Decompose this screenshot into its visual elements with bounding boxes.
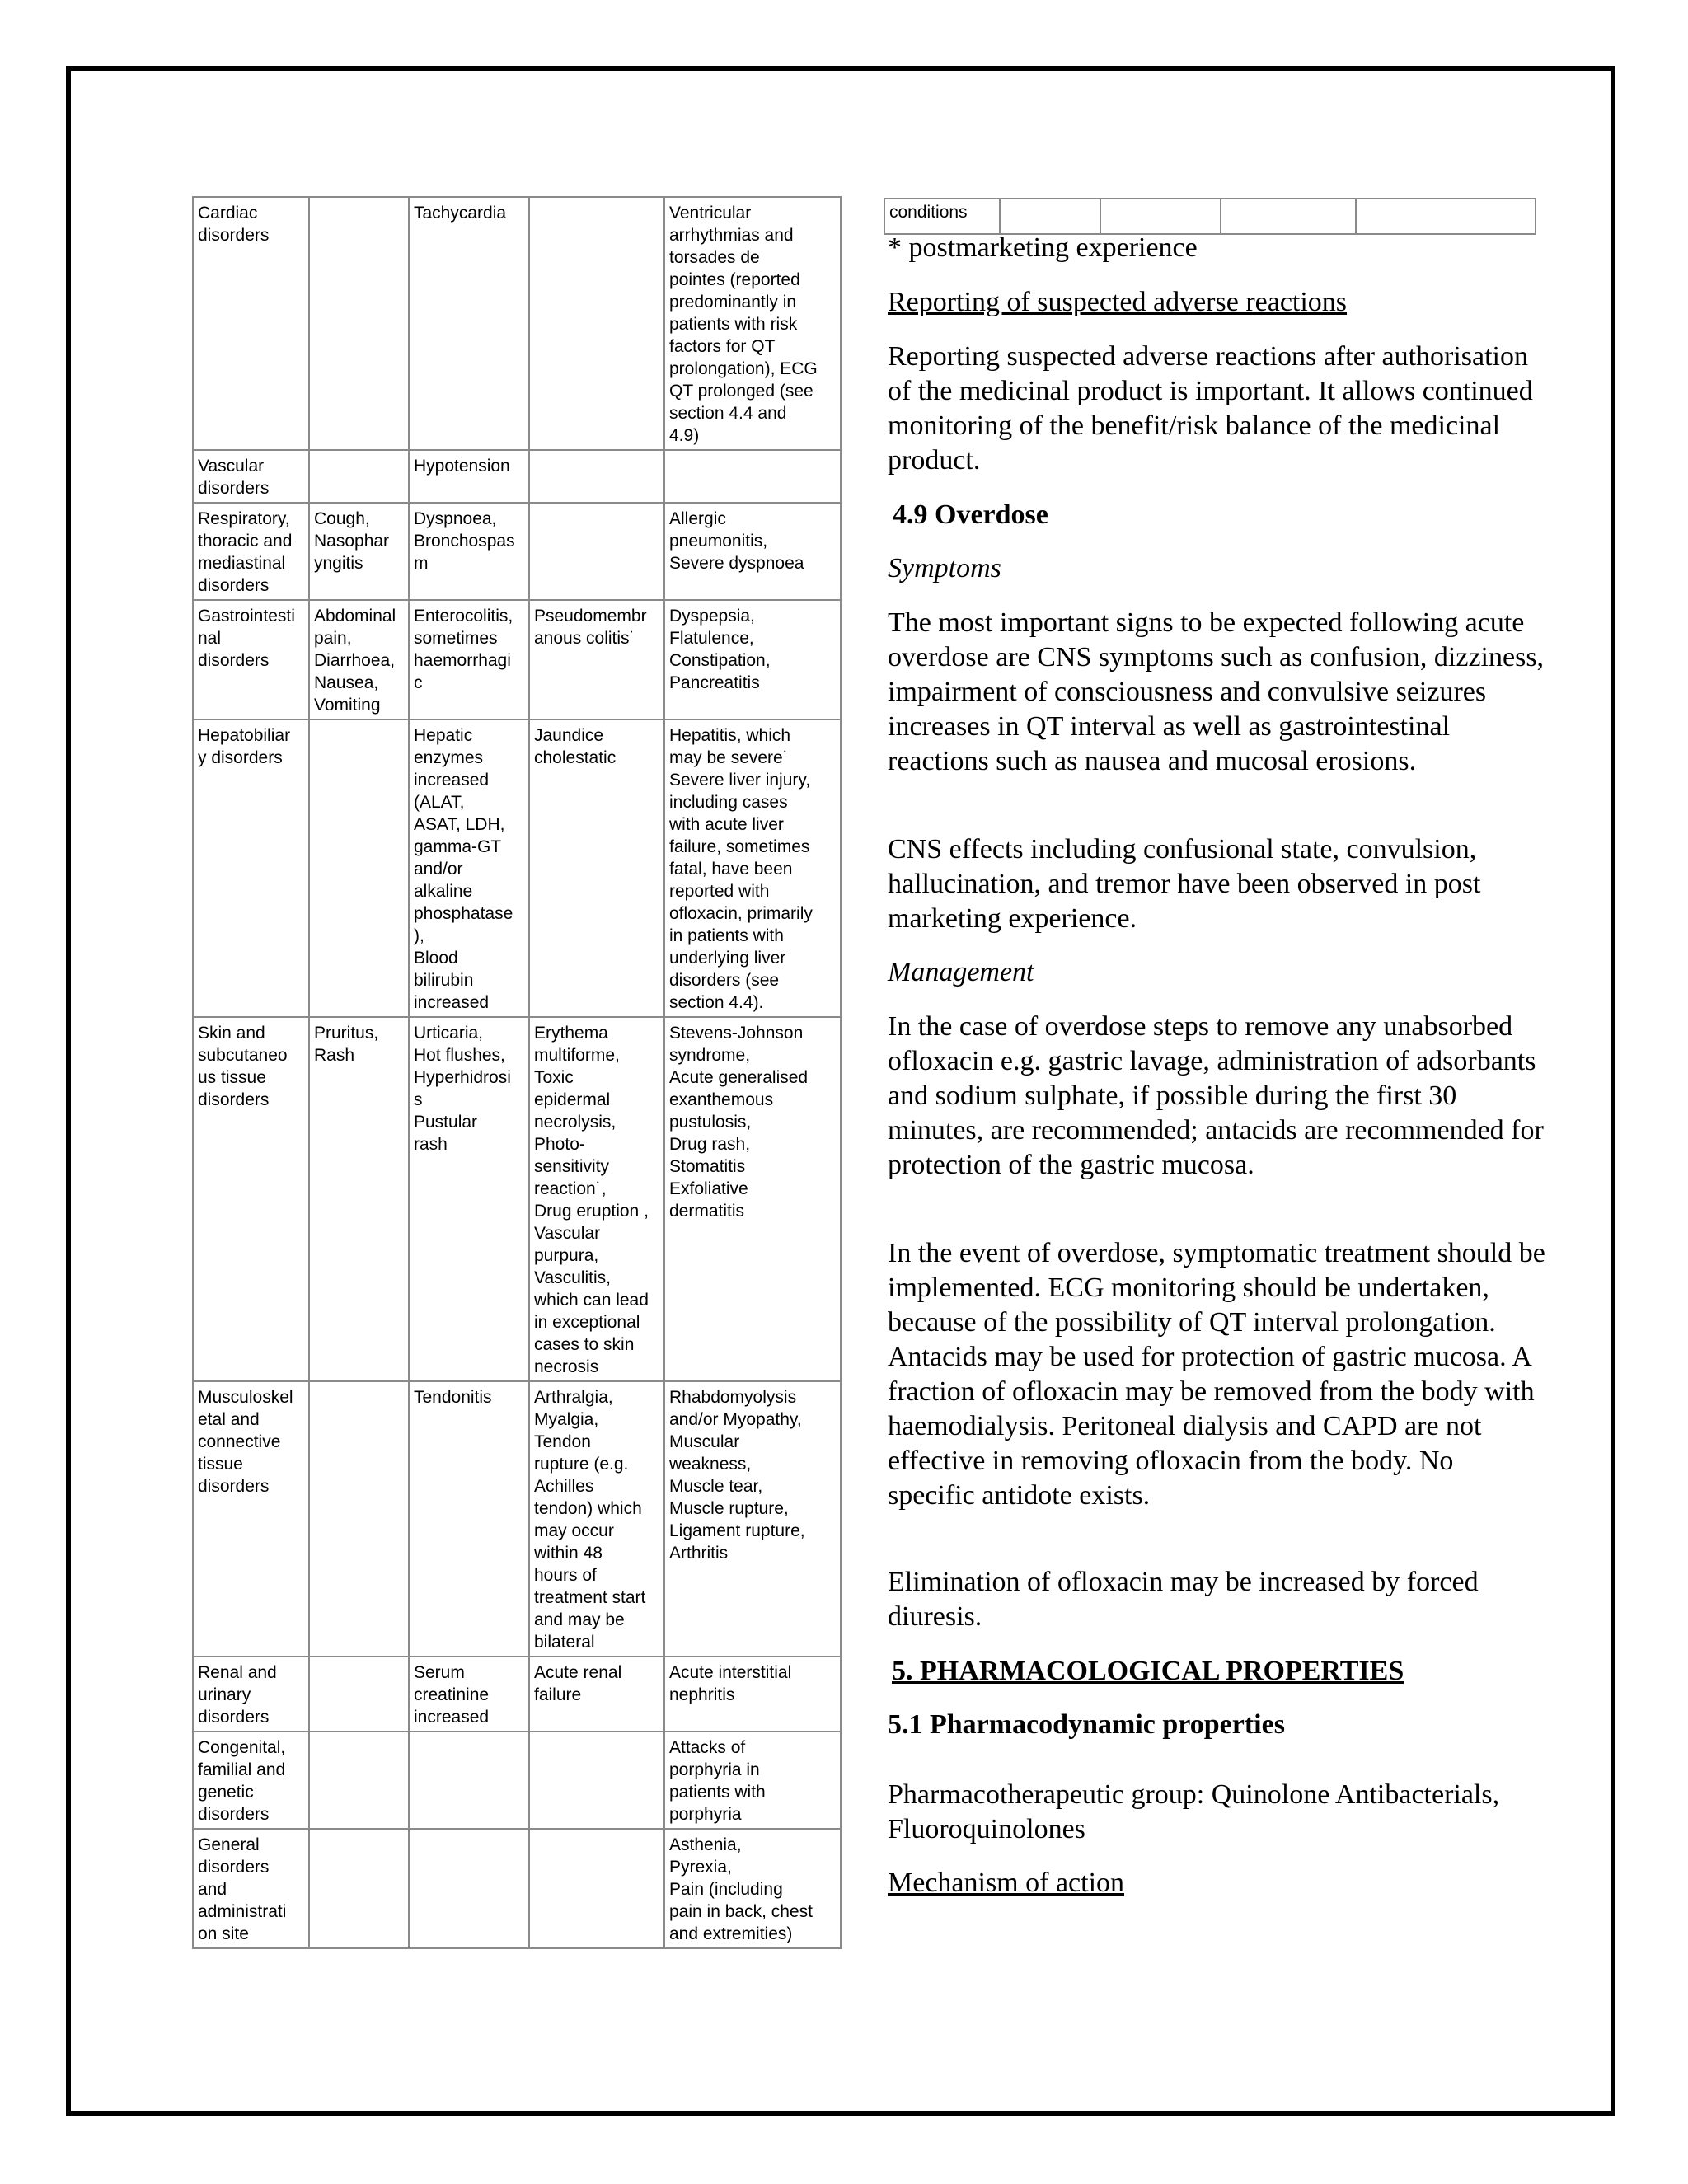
- section-5-heading: 5. PHARMACOLOGICAL PROPERTIES: [892, 1656, 1404, 1686]
- table-cell: Abdominal pain, Diarrhoea, Nausea, Vomiting: [309, 600, 409, 719]
- table-cell: Attacks of porphyria in patients with porphyria: [664, 1732, 841, 1829]
- table-cell: [309, 1732, 409, 1829]
- table-cell: Hepatitis, which may be severe˙ Severe liver injury, including cases with acute liver failure, sometimes fatal, have been reported with ofloxacin, primarily in patients with underlying liver disorders (see section 4.4).: [664, 719, 841, 1017]
- table-cell: Dyspnoea, Bronchospas m: [409, 503, 529, 600]
- adverse-reactions-table: [192, 196, 842, 1949]
- symptoms-paragraph-1: The most important signs to be expected following acute overdose are CNS symptoms such as confusion, dizziness, impairment of consciousness and convulsive seizures increases in QT interval as well as gastrointestinal reactions such as nausea and mucosal erosions.: [888, 607, 1545, 776]
- table-cell: Tendonitis: [409, 1381, 529, 1657]
- table-cell: [1221, 199, 1356, 234]
- table-row: [193, 503, 841, 600]
- table-row: [193, 1657, 841, 1732]
- overdose-heading: 4.9 Overdose: [893, 499, 1048, 530]
- table-cell: Hypotension: [409, 450, 529, 503]
- table-cell: conditions: [884, 199, 1000, 234]
- management-paragraph-1: In the case of overdose steps to remove any unabsorbed ofloxacin e.g. gastric lavage, administration of adsorbants and sodium sulphate, if possible during the first 30 minutes, are recommended; antacids are recommended for protection of the gastric mucosa.: [888, 1011, 1544, 1180]
- table-cell: Arthralgia, Myalgia, Tendon rupture (e.g. Achilles tendon) which may occur within 48 hours of treatment start and may be bilateral: [529, 1381, 664, 1657]
- organ-class-cell: Vascular disorders: [193, 450, 309, 503]
- pharmacotherapeutic-group: Pharmacotherapeutic group: Quinolone Antibacterials, Fluoroquinolones: [888, 1779, 1500, 1844]
- table-cell: Serum creatinine increased: [409, 1657, 529, 1732]
- table-cell: [309, 450, 409, 503]
- management-paragraph-2: In the event of overdose, symptomatic treatment should be implemented. ECG monitoring should be undertaken, because of the possibility of QT interval prolongation. Antacids may be used for protection of gastric mucosa. A fraction of ofloxacin may be removed from the body with haemodialysis. Peritoneal dialysis and CAPD are not effective in removing ofloxacin from the body. No specific antidote exists.: [888, 1238, 1545, 1511]
- table-cell: [529, 1829, 664, 1948]
- table-cell: Pruritus, Rash: [309, 1017, 409, 1381]
- table-cell: Acute interstitial nephritis: [664, 1657, 841, 1732]
- table-cell: [309, 719, 409, 1017]
- table-cell: [1000, 199, 1100, 234]
- organ-class-cell: Congenital, familial and genetic disorders: [193, 1732, 309, 1829]
- table-cell: Cough, Nasophar yngitis: [309, 503, 409, 600]
- table-cell: Urticaria, Hot flushes, Hyperhidrosi s Pustular rash: [409, 1017, 529, 1381]
- table-cell: [409, 1732, 529, 1829]
- table-cell: Tachycardia: [409, 197, 529, 450]
- table-cell: [309, 197, 409, 450]
- table-cell: [409, 1829, 529, 1948]
- table-cell: Dyspepsia, Flatulence, Constipation, Pancreatitis: [664, 600, 841, 719]
- organ-class-cell: Cardiac disorders: [193, 197, 309, 450]
- organ-class-cell: Gastrointesti nal disorders: [193, 600, 309, 719]
- table-cell: Stevens-Johnson syndrome, Acute generalised exanthemous pustulosis, Drug rash, Stomatitis Exfoliative dermatitis: [664, 1017, 841, 1381]
- table-row: [193, 600, 841, 719]
- continued-table-fragment: [884, 198, 1536, 235]
- organ-class-cell: Hepatobiliar y disorders: [193, 719, 309, 1017]
- table-cell: [529, 503, 664, 600]
- table-cell: Hepatic enzymes increased (ALAT, ASAT, LDH, gamma-GT and/or alkaline phosphatase ), Blood bilirubin increased: [409, 719, 529, 1017]
- table-row: [193, 1017, 841, 1381]
- management-heading: Management: [888, 957, 1034, 987]
- table-cell: Pseudomembr anous colitis˙: [529, 600, 664, 719]
- management-paragraph-3: Elimination of ofloxacin may be increased by forced diuresis.: [888, 1567, 1479, 1632]
- table-row: [193, 1381, 841, 1657]
- table-row: [193, 1829, 841, 1948]
- table-row: [193, 197, 841, 450]
- table-cell: [1356, 199, 1536, 234]
- table-cell: Asthenia, Pyrexia, Pain (including pain in back, chest and extremities): [664, 1829, 841, 1948]
- table-cell: Erythema multiforme, Toxic epidermal necrolysis, Photo- sensitivity reaction˙, Drug eruption , Vascular purpura, Vasculitis, which can lead in exceptional cases to skin necrosis: [529, 1017, 664, 1381]
- table-cell: Rhabdomyolysis and/or Myopathy, Muscular weakness, Muscle tear, Muscle rupture, Ligament rupture, Arthritis: [664, 1381, 841, 1657]
- table-cell: [1100, 199, 1221, 234]
- symptoms-paragraph-2: CNS effects including confusional state, convulsion, hallucination, and tremor have been observed in post marketing experience.: [888, 834, 1481, 934]
- table-cell: Allergic pneumonitis, Severe dyspnoea: [664, 503, 841, 600]
- table-row: [884, 199, 1536, 234]
- table-cell: Jaundice cholestatic: [529, 719, 664, 1017]
- reporting-heading: Reporting of suspected adverse reactions: [888, 287, 1348, 317]
- table-cell: [309, 1657, 409, 1732]
- table-cell: [309, 1829, 409, 1948]
- mechanism-heading: Mechanism of action: [888, 1868, 1125, 1898]
- footnote: * postmarketing experience: [888, 232, 1198, 263]
- table-row: [193, 450, 841, 503]
- table-cell: Acute renal failure: [529, 1657, 664, 1732]
- symptoms-heading: Symptoms: [888, 553, 1001, 583]
- organ-class-cell: Musculoskel etal and connective tissue disorders: [193, 1381, 309, 1657]
- table-cell: Ventricular arrhythmias and torsades de pointes (reported predominantly in patients with risk factors for QT prolongation), ECG QT prolonged (see section 4.4 and 4.9): [664, 197, 841, 450]
- organ-class-cell: General disorders and administrati on site: [193, 1829, 309, 1948]
- table-cell: [529, 197, 664, 450]
- organ-class-cell: Respiratory, thoracic and mediastinal disorders: [193, 503, 309, 600]
- section-5-1-heading: 5.1 Pharmacodynamic properties: [888, 1709, 1285, 1740]
- organ-class-cell: Renal and urinary disorders: [193, 1657, 309, 1732]
- organ-class-cell: Skin and subcutaneo us tissue disorders: [193, 1017, 309, 1381]
- table-row: [193, 719, 841, 1017]
- table-cell: [664, 450, 841, 503]
- table-cell: [529, 450, 664, 503]
- table-cell: Enterocolitis, sometimes haemorrhagi c: [409, 600, 529, 719]
- reporting-text: Reporting suspected adverse reactions after authorisation of the medicinal product is important. It allows continued monitoring of the benefit/risk balance of the medicinal product.: [888, 341, 1533, 476]
- table-cell: [529, 1732, 664, 1829]
- table-row: [193, 1732, 841, 1829]
- table-cell: [309, 1381, 409, 1657]
